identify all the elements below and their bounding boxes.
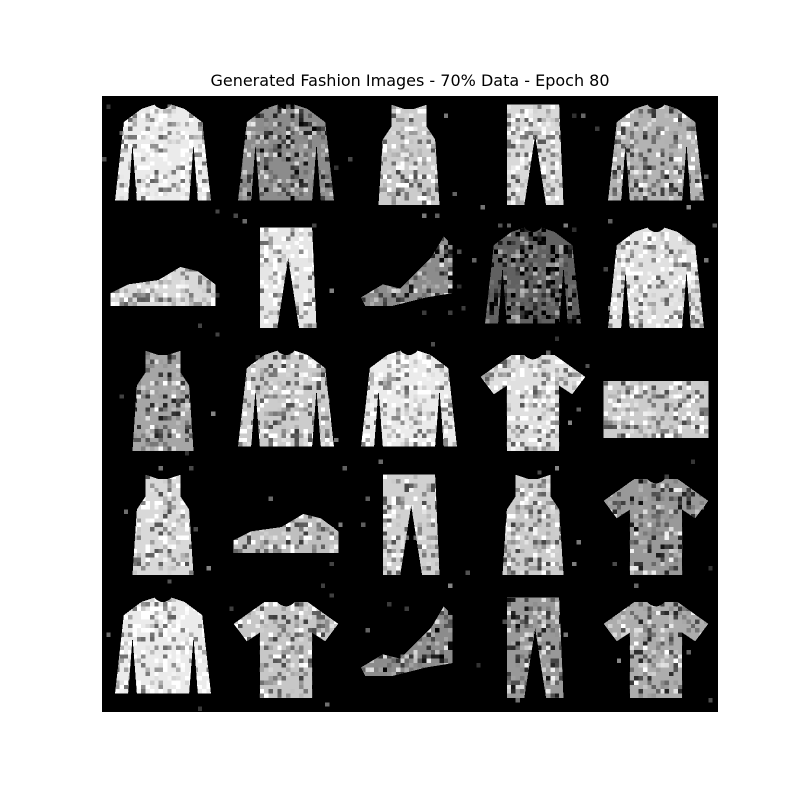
generated-dress-image (472, 466, 594, 588)
generated-tshirt-image (225, 589, 347, 711)
generated-sample-tile (595, 96, 717, 218)
generated-sample-tile (348, 342, 470, 464)
generated-sample-tile (225, 466, 347, 588)
generated-pullover-image (348, 342, 470, 464)
generated-sneaker-image (225, 466, 347, 588)
generated-sample-tile (472, 219, 594, 341)
generated-tshirt-image (595, 589, 717, 711)
generated-pullover-image (102, 96, 224, 218)
pixel-noise (472, 589, 594, 711)
generated-tshirt-image (472, 342, 594, 464)
generated-trouser-image (472, 589, 594, 711)
generated-sample-tile (595, 342, 717, 464)
pixel-noise (595, 342, 717, 464)
generated-bag-image (595, 342, 717, 464)
generated-pullover-image (225, 342, 347, 464)
generated-sample-tile (102, 466, 224, 588)
generated-sample-tile (348, 589, 470, 711)
generated-sample-tile (595, 466, 717, 588)
generated-sample-tile (472, 96, 594, 218)
generated-sandal-image (348, 219, 470, 341)
generated-sample-tile (225, 219, 347, 341)
pixel-noise (225, 466, 347, 588)
pixel-noise (225, 219, 347, 341)
pixel-noise (348, 96, 470, 218)
generated-tshirt-image (595, 466, 717, 588)
generated-sample-tile (595, 589, 717, 711)
generated-sample-tile (102, 219, 224, 341)
pixel-noise (472, 466, 594, 588)
generated-trouser-image (225, 219, 347, 341)
generated-sample-tile (225, 96, 347, 218)
generated-sample-tile (348, 96, 470, 218)
generated-pullover-image (595, 96, 717, 218)
generated-pullover-image (472, 219, 594, 341)
generated-sample-tile (102, 342, 224, 464)
generated-pullover-image (102, 589, 224, 711)
generated-sample-tile (595, 219, 717, 341)
pixel-noise (348, 219, 470, 341)
figure-title: Generated Fashion Images - 70% Data - Epoch 80 (210, 71, 610, 90)
generated-sample-tile (225, 589, 347, 711)
generated-sample-tile (225, 342, 347, 464)
generated-pullover-image (225, 96, 347, 218)
generated-sandal-image (348, 589, 470, 711)
generated-sample-tile (472, 342, 594, 464)
generated-sample-tile (348, 219, 470, 341)
generated-trouser-image (348, 466, 470, 588)
generated-dress-image (348, 96, 470, 218)
generated-sample-tile (102, 589, 224, 711)
pixel-noise (102, 219, 224, 341)
generated-dress-image (102, 342, 224, 464)
generated-dress-image (102, 466, 224, 588)
pixel-noise (102, 342, 224, 464)
generated-sneaker-image (102, 219, 224, 341)
generated-coat-image (595, 219, 717, 341)
generated-sample-tile (472, 466, 594, 588)
generated-trouser-image (472, 96, 594, 218)
generated-sample-tile (472, 589, 594, 711)
pixel-noise (348, 466, 470, 588)
generated-sample-tile (348, 466, 470, 588)
generated-sample-tile (102, 96, 224, 218)
generated-image-grid (102, 96, 718, 712)
